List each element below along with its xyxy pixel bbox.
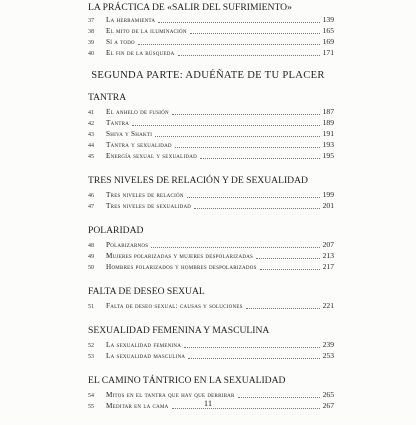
chapter-number: 40 bbox=[88, 51, 94, 57]
chapter-page-number: 139 bbox=[322, 15, 334, 24]
toc-entry bbox=[88, 14, 334, 25]
chapter-title: Polarizarnos bbox=[106, 241, 149, 249]
dot-leader bbox=[260, 263, 320, 270]
chapter-title: Mujeres polarizadas y mujeres despolarizadas bbox=[106, 252, 254, 260]
chapter-page-number: 195 bbox=[322, 151, 334, 160]
section-heading: TRES NIVELES DE RELACIÓN Y DE SEXUALIDAD bbox=[88, 175, 308, 186]
chapter-number: 42 bbox=[88, 121, 94, 127]
dot-leader bbox=[190, 27, 320, 34]
dot-leader bbox=[188, 352, 319, 359]
section-heading: EL CAMINO TÁNTRICO EN LA SEXUALIDAD bbox=[88, 375, 286, 386]
toc-entry bbox=[88, 25, 334, 36]
section-heading: TANTRA bbox=[88, 92, 127, 103]
toc-section bbox=[88, 92, 334, 161]
chapter-title: El anhelo de fusión bbox=[106, 108, 169, 116]
chapter-title: Tres niveles de relación bbox=[106, 191, 184, 199]
dot-leader bbox=[151, 241, 319, 248]
toc-entry bbox=[88, 128, 334, 139]
toc-top-section bbox=[88, 2, 334, 58]
dot-leader bbox=[172, 108, 320, 115]
chapter-title: Tantra y sexualidad bbox=[106, 141, 172, 149]
chapter-page-number: 253 bbox=[322, 351, 334, 360]
chapter-number: 41 bbox=[88, 110, 94, 116]
dot-leader bbox=[158, 16, 319, 23]
chapter-page-number: 201 bbox=[322, 201, 334, 210]
chapter-title: Hombres polarizados y hombres despolarizados bbox=[106, 263, 257, 271]
chapter-number: 38 bbox=[88, 29, 94, 35]
toc-entry bbox=[88, 139, 334, 150]
toc-entry bbox=[88, 239, 334, 250]
chapter-title: Mitos en el tantra que hay que derribar bbox=[106, 391, 235, 399]
chapter-page-number: 199 bbox=[322, 190, 334, 199]
chapter-title: Shiva y Shakti bbox=[106, 130, 153, 138]
toc-entry bbox=[88, 150, 334, 161]
toc-entry bbox=[88, 300, 334, 311]
toc-entry bbox=[88, 350, 334, 361]
chapter-number: 54 bbox=[88, 393, 94, 399]
chapter-number: 50 bbox=[88, 265, 94, 271]
chapter-number: 44 bbox=[88, 143, 94, 149]
chapter-number: 45 bbox=[88, 154, 94, 160]
chapter-number: 47 bbox=[88, 204, 94, 210]
toc-section bbox=[88, 225, 334, 272]
dot-leader bbox=[200, 152, 320, 159]
chapter-page-number: 165 bbox=[322, 26, 334, 35]
chapter-title: Energía sexual y sexualidad bbox=[106, 152, 197, 160]
chapter-number: 55 bbox=[88, 404, 94, 410]
section-heading: SEXUALIDAD FEMENINA Y MASCULINA bbox=[88, 325, 270, 336]
chapter-number: 53 bbox=[88, 354, 94, 360]
toc-entry bbox=[88, 36, 334, 47]
section-heading: POLARIDAD bbox=[88, 225, 144, 236]
chapter-title: El fin de la búsqueda bbox=[106, 49, 175, 57]
toc-entry bbox=[88, 339, 334, 350]
chapter-page-number: 189 bbox=[322, 118, 334, 127]
toc-sections bbox=[88, 92, 334, 425]
part-title: SEGUNDA PARTE: ADUÉÑATE DE TU PLACER bbox=[91, 70, 325, 81]
chapter-page-number: 213 bbox=[322, 251, 334, 260]
section-heading: FALTA DE DESEO SEXUAL bbox=[88, 286, 205, 297]
chapter-title: Meditar en la cama bbox=[106, 402, 169, 410]
chapter-number: 39 bbox=[88, 40, 94, 46]
chapter-title: El mito de la iluminación bbox=[106, 27, 187, 35]
chapter-page-number: 221 bbox=[322, 301, 334, 310]
page-number: 11 bbox=[203, 398, 213, 408]
chapter-title: La sexualidad masculina bbox=[106, 352, 186, 360]
toc-entry bbox=[88, 189, 334, 200]
chapter-page-number: 191 bbox=[322, 129, 334, 138]
section-heading: LA PRÁCTICA DE «SALIR DEL SUFRIMIENTO» bbox=[88, 2, 292, 13]
chapter-page-number: 217 bbox=[322, 262, 334, 271]
chapter-number: 46 bbox=[88, 193, 94, 199]
chapter-number: 49 bbox=[88, 254, 94, 260]
dot-leader bbox=[238, 391, 320, 398]
dot-leader bbox=[246, 302, 320, 309]
chapter-number: 48 bbox=[88, 243, 94, 249]
toc-section bbox=[88, 325, 334, 361]
chapter-page-number: 171 bbox=[322, 48, 334, 57]
dot-leader bbox=[175, 141, 320, 148]
chapter-page-number: 267 bbox=[322, 401, 334, 410]
chapter-title: La sexualidad femenina bbox=[106, 341, 182, 349]
chapter-title: Tres niveles de sexualidad bbox=[106, 202, 192, 210]
chapter-page-number: 193 bbox=[322, 140, 334, 149]
chapter-page-number: 187 bbox=[322, 107, 334, 116]
chapter-number: 51 bbox=[88, 304, 94, 310]
chapter-title: Tantra bbox=[106, 119, 130, 127]
toc-section bbox=[88, 286, 334, 311]
toc-entry-list bbox=[88, 14, 334, 58]
dot-leader bbox=[178, 49, 320, 56]
toc-section bbox=[88, 175, 334, 211]
chapter-page-number: 169 bbox=[322, 37, 334, 46]
chapter-title: Falta de deseo sexual: causas y soluciones bbox=[106, 302, 243, 310]
toc-entry bbox=[88, 117, 334, 128]
toc-entry bbox=[88, 250, 334, 261]
dot-leader bbox=[256, 252, 320, 259]
chapter-number: 37 bbox=[88, 18, 94, 24]
dot-leader bbox=[138, 38, 320, 45]
dot-leader bbox=[194, 202, 319, 209]
dot-leader bbox=[187, 191, 320, 198]
chapter-page-number: 239 bbox=[322, 340, 334, 349]
chapter-number: 52 bbox=[88, 343, 94, 349]
dot-leader bbox=[155, 130, 320, 137]
toc-entry bbox=[88, 261, 334, 272]
toc-entry bbox=[88, 106, 334, 117]
chapter-title: Sí a todo bbox=[106, 38, 135, 46]
toc-entry bbox=[88, 47, 334, 58]
chapter-number: 43 bbox=[88, 132, 94, 138]
chapter-title: La herramienta bbox=[106, 16, 156, 24]
chapter-page-number: 207 bbox=[322, 240, 334, 249]
chapter-page-number: 265 bbox=[322, 390, 334, 399]
toc-entry bbox=[88, 200, 334, 211]
dot-leader bbox=[132, 119, 319, 126]
dot-leader bbox=[184, 341, 319, 348]
